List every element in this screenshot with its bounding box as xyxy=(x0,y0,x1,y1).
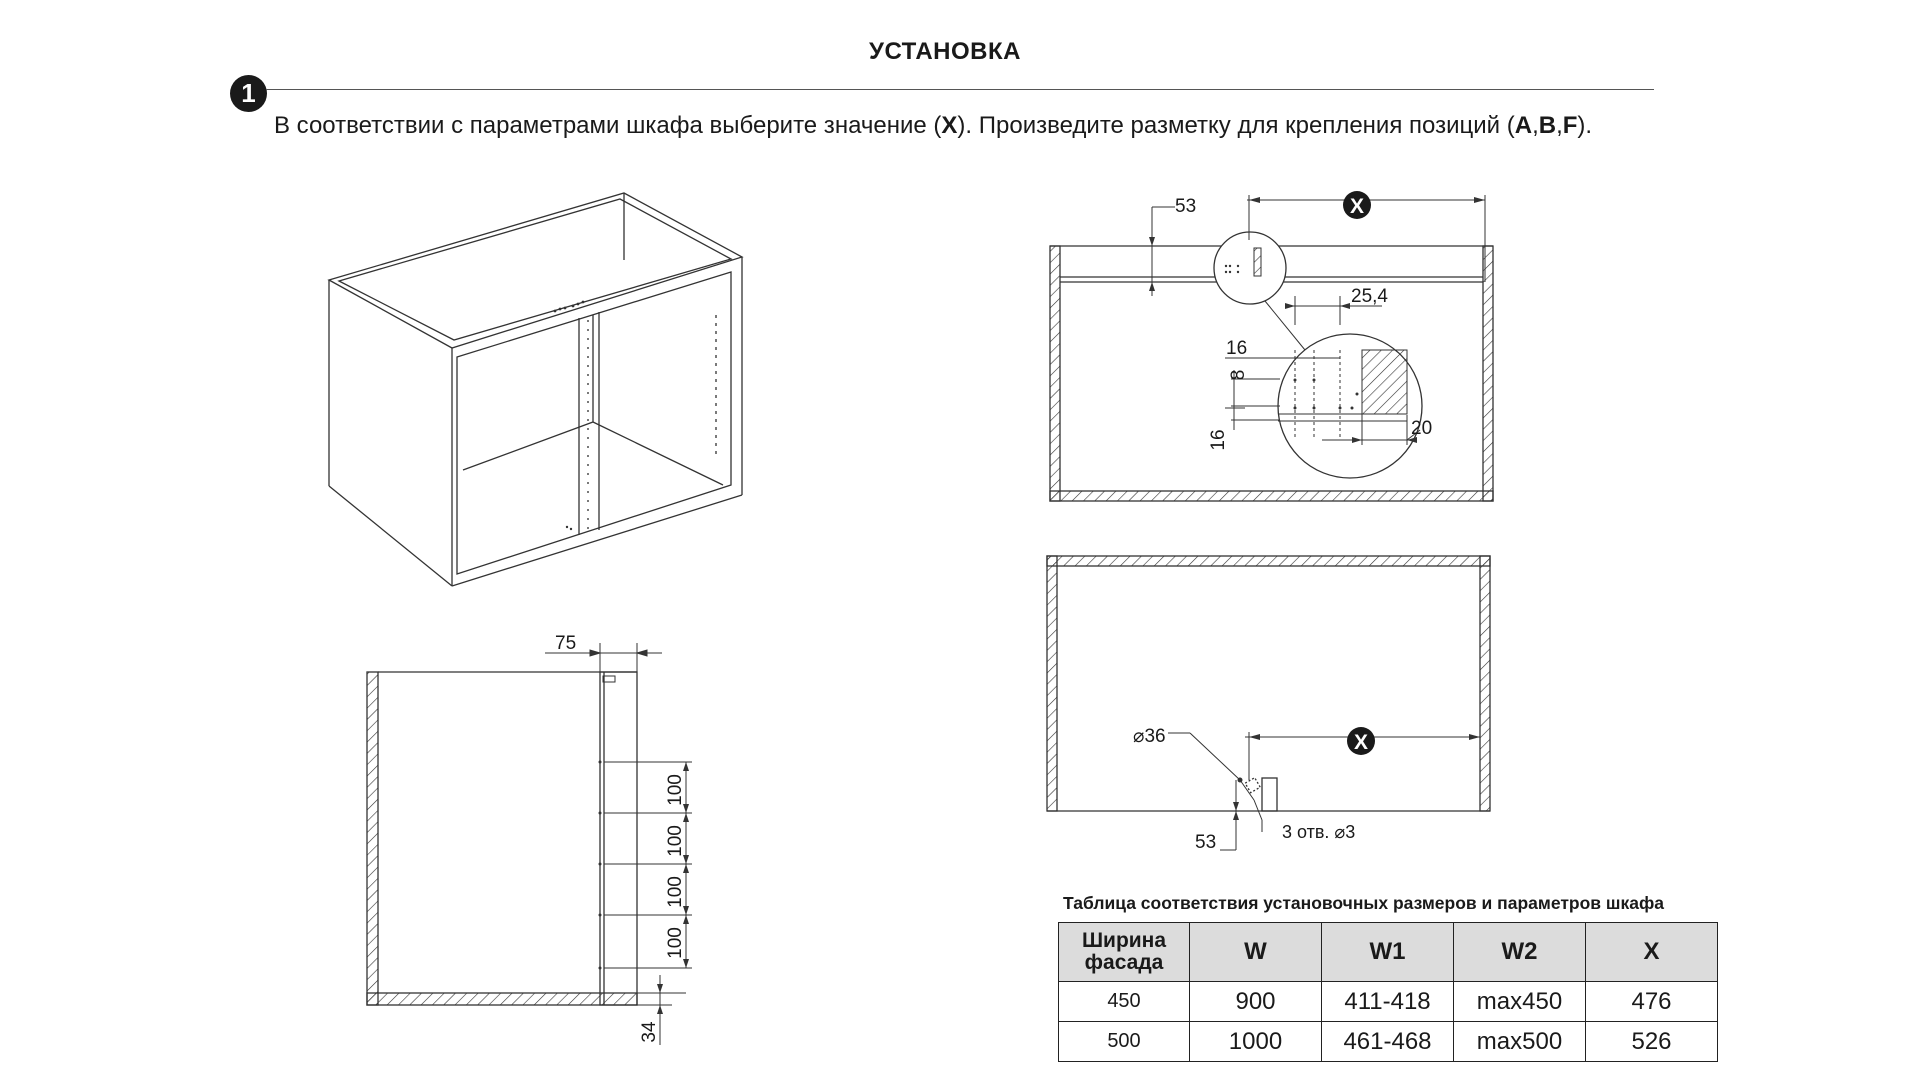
top-dim-25-4-label: 25,4 xyxy=(1351,286,1388,307)
table-cell: 461-468 xyxy=(1322,1022,1454,1062)
header-w1: W1 xyxy=(1322,923,1454,982)
small-detail-contents xyxy=(1254,248,1261,276)
top-dim-53-label: 53 xyxy=(1175,196,1197,217)
bottom-dim-53-label: 53 xyxy=(1195,832,1217,853)
dim-34-label: 34 xyxy=(639,1021,660,1043)
cabinet-hole-marks xyxy=(554,301,585,531)
table-cell: max500 xyxy=(1454,1022,1586,1062)
top-dim-8-label: 8 xyxy=(1228,369,1249,381)
header-facade-width: Ширина фасада xyxy=(1059,923,1190,982)
table-cell: 500 xyxy=(1059,1022,1190,1062)
table-cell: 476 xyxy=(1586,982,1718,1022)
header-w2: W2 xyxy=(1454,923,1586,982)
table-row xyxy=(1059,982,1718,1022)
dim-75-label: 75 xyxy=(555,633,577,654)
cabinet-isometric xyxy=(329,193,742,586)
top-view-x-marker xyxy=(1343,191,1371,219)
bottom-x-marker-label: X xyxy=(1353,731,1369,754)
table-header-row xyxy=(1059,923,1718,982)
table-cell: 900 xyxy=(1190,982,1322,1022)
table-cell: 526 xyxy=(1586,1022,1718,1062)
table-row xyxy=(1059,1022,1718,1062)
table-cell: 411-418 xyxy=(1322,982,1454,1022)
dim-spacing-4-label: 100 xyxy=(665,927,686,959)
side-section-view xyxy=(367,672,637,1005)
header-w: W xyxy=(1190,923,1322,982)
step-number-badge: 1 xyxy=(230,75,267,112)
bottom-dia-36-label: ⌀36 xyxy=(1133,726,1166,747)
header-x: X xyxy=(1586,923,1718,982)
dim-spacing-1-label: 100 xyxy=(665,774,686,806)
bottom-view-x-marker xyxy=(1347,727,1375,755)
step-instruction: В соответствии с параметрами шкафа выберите значение (X). Произведите разметку для крепления позиций (A,B,F). xyxy=(274,112,1593,139)
top-dim-20-label: 20 xyxy=(1411,418,1433,439)
bottom-view xyxy=(1047,556,1490,811)
table-cell: 450 xyxy=(1059,982,1190,1022)
table-cell: max450 xyxy=(1454,982,1586,1022)
table-cell: 1000 xyxy=(1190,1022,1322,1062)
top-x-marker-label: X xyxy=(1349,195,1365,218)
bottom-holes-label: 3 отв. ⌀3 xyxy=(1282,822,1356,842)
top-dim-16b-label: 16 xyxy=(1208,429,1229,451)
top-dim-16a-label: 16 xyxy=(1226,338,1248,359)
parameters-table xyxy=(1058,922,1718,1062)
page-title: УСТАНОВКА xyxy=(869,38,1021,65)
dim-spacing-3-label: 100 xyxy=(665,876,686,908)
table-caption: Таблица соответствия установочных размеров и параметров шкафа xyxy=(1063,893,1665,913)
dim-spacing-2-label: 100 xyxy=(665,825,686,857)
